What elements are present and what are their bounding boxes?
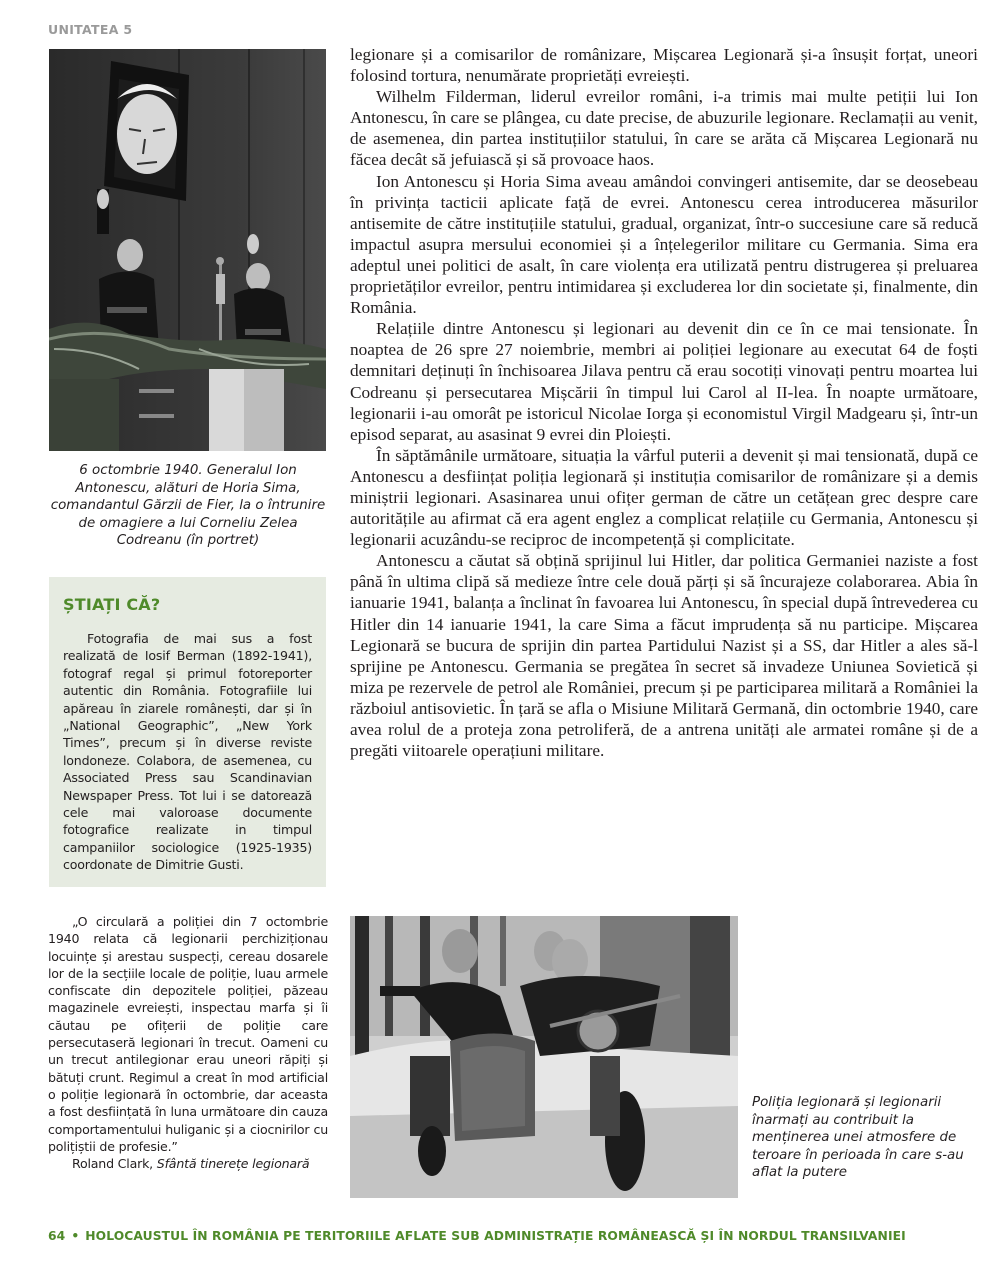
quote-text: „O circulară a poliției din 7 octombrie 1940 relata că legionarii perchiziționau locuințe și arestau suspecți, cereau dosarele lor de la secțiile locale de poliție, luau armele confiscate din depozitele poliției, păzeau magazinele evreiești, inspectau marfa și îi căutau pe ofițerii de poliție care persecutaseră legionari în trecut. Oameni cu un trecut antilegionar erau uneori răpiți și bătuți crunt. Regimul a creat în mod artificial o poliție legionară în octombrie, dar aceasta a fost desființată în luna următoare din cauza comportamentului huliganic și a ciocnirilor cu polițiștii de profesie.” (48, 914, 328, 1154)
paragraph: Wilhelm Filderman, liderul evreilor români, i-a trimis mai multe petiții lui Ion Antonescu, în care se plângea, cu date precise, de abuzurile legionare. Reclamații au venit, de asemenea, din partea instituțiilor statului, în care se arăta că Mișcarea Legionară nu făcea decât să jefuiască și să provoace haos. (350, 87, 978, 170)
quote-source (48, 1155, 328, 1172)
paragraph: Relațiile dintre Antonescu și legionari au devenit din ce în ce mai tensionate. În noaptea de 26 spre 27 noiembrie, membri ai poliției legionare au executat 64 de foști demnitari deținuți în închisoarea Jilava pentru că erau socotiți vinovați pentru moartea lui Codreanu și persecutarea Mișcării în timpul lui Carol al II-lea. În noapte următoare, legionarii i-au omorât pe istoricul Nicolae Iorga și economistul Virgil Madgearu și, într-un episod separat, au asasinat 9 evrei din Ploiești. (350, 319, 978, 444)
historical-photo-motorcycle (350, 916, 738, 1198)
unit-label: UNITATEA 5 (48, 22, 133, 37)
did-you-know-box (49, 577, 326, 887)
quote-work-title: Sfântă tinerețe legionară (156, 1156, 310, 1172)
photo-rally-image (49, 49, 326, 451)
quote-author: Roland Clark, (72, 1156, 157, 1172)
paragraph: legionare și a comisarilor de românizare, Mișcarea Legionară și-a însușit forțat, uneori folosind tortura, nenumărate proprietăți evreiești. (350, 45, 978, 86)
did-you-know-body: Fotografia de mai sus a fost realizată de Iosif Berman (1892-1941), fotograf regal și primul fotoreporter autentic din România. Fotografiile lui apăreau în ziarele românești, dar și în „National Geographic”, „New York Times”, precum și în diverse reviste londoneze. Colabora, de asemenea, cu Associated Press sau Scandinavian Newspaper Press. Tot lui i se datorează cele mai valoroase documente fotografice realizate in timpul campaniilor sociologice (1925-1935) coordonate de Dimitrie Gusti. (63, 631, 312, 873)
paragraph: În săptămânile următoare, situația la vârful puterii a devenit și mai tensionată, după ce Antonescu a desființat poliția legionară și instituția comisarilor de românizare și a demis miniștrii legionari. Asasinarea unui ofițer german de către un cetățean grec despre care autoritățile au afirmat că era agent englez a complicat relațiile cu Germania, Antonescu și legionarii acuzându-se reciproc de incompetență și complicitate. (350, 445, 978, 550)
page-footer (48, 1229, 906, 1243)
paragraph: Antonescu a căutat să obțină sprijinul lui Hitler, dar politica Germaniei naziste a fost până în ultima clipă să medieze între cele două părți și să încurajeze colaborarea. Abia în ianuarie 1941, balanța a înclinat în favoarea lui Antonescu, în special după întrevederea cu Hitler din 14 ianuarie 1941, la care Sima a făcut imprudența să nu participe. Mișcarea Legionară se bucura de sprijin din partea Partidului Nazist și a SS, dar Hitler a ales să-l sprijine pe Antonescu. Germania se pregătea în secret să invadeze Uniunea Sovietică și miza pe rezervele de petrol ale României, precum și pe participarea militară a României la războiul antisovietic. În țară se afla o Misiune Militară Germană, din octombrie 1940, care avea rolul de a proteja zona petroliferă, de a antrena unități ale armatei române și de a pregăti viitoarele operațiuni militare. (350, 551, 978, 761)
book-title: HOLOCAUSTUL ÎN ROMÂNIA PE TERITORIILE AFLATE SUB ADMINISTRAȚIE ROMÂNEASCĂ ȘI ÎN NORDUL TRANSILVANIEI (85, 1229, 906, 1243)
photo-caption-motorcycle: Poliția legionară și legionarii înarmați au contribuit la menținerea unei atmosfere de teroare în perioada în care s-au aflat la putere (752, 1095, 964, 1181)
did-you-know-title: ȘTIAȚI CĂ? (63, 595, 161, 614)
photo-motorcycle-image (350, 916, 738, 1198)
footer-separator: • (71, 1229, 80, 1243)
photo-caption-rally: 6 octombrie 1940. Generalul Ion Antonescu, alături de Horia Sima, comandantul Gărzii de Fier, la o întrunire de omagiere a lui Corneliu Zelea Codreanu (în portret) (50, 463, 326, 549)
paragraph: Ion Antonescu și Horia Sima aveau amândoi convingeri antisemite, dar se deosebeau în privința tacticii aplicate față de evrei. Antonescu cerea introducerea măsurilor antisemite de către instituțiile statului, gradual, organizat, într-o succesiune care să reducă impactul asupra mersului economiei și a înțelegerilor militare cu Germania. Sima era adeptul unei politici de asalt, în care violența era utilizată pentru distrugerea și preluarea proprietăților evreilor, pentru intimidarea și excluderea lor din societate și, finalmente, din România. (350, 171, 978, 318)
main-article (350, 44, 978, 761)
historical-quote (48, 913, 328, 1172)
page-number: 64 (48, 1229, 66, 1243)
historical-photo-rally (49, 49, 326, 451)
